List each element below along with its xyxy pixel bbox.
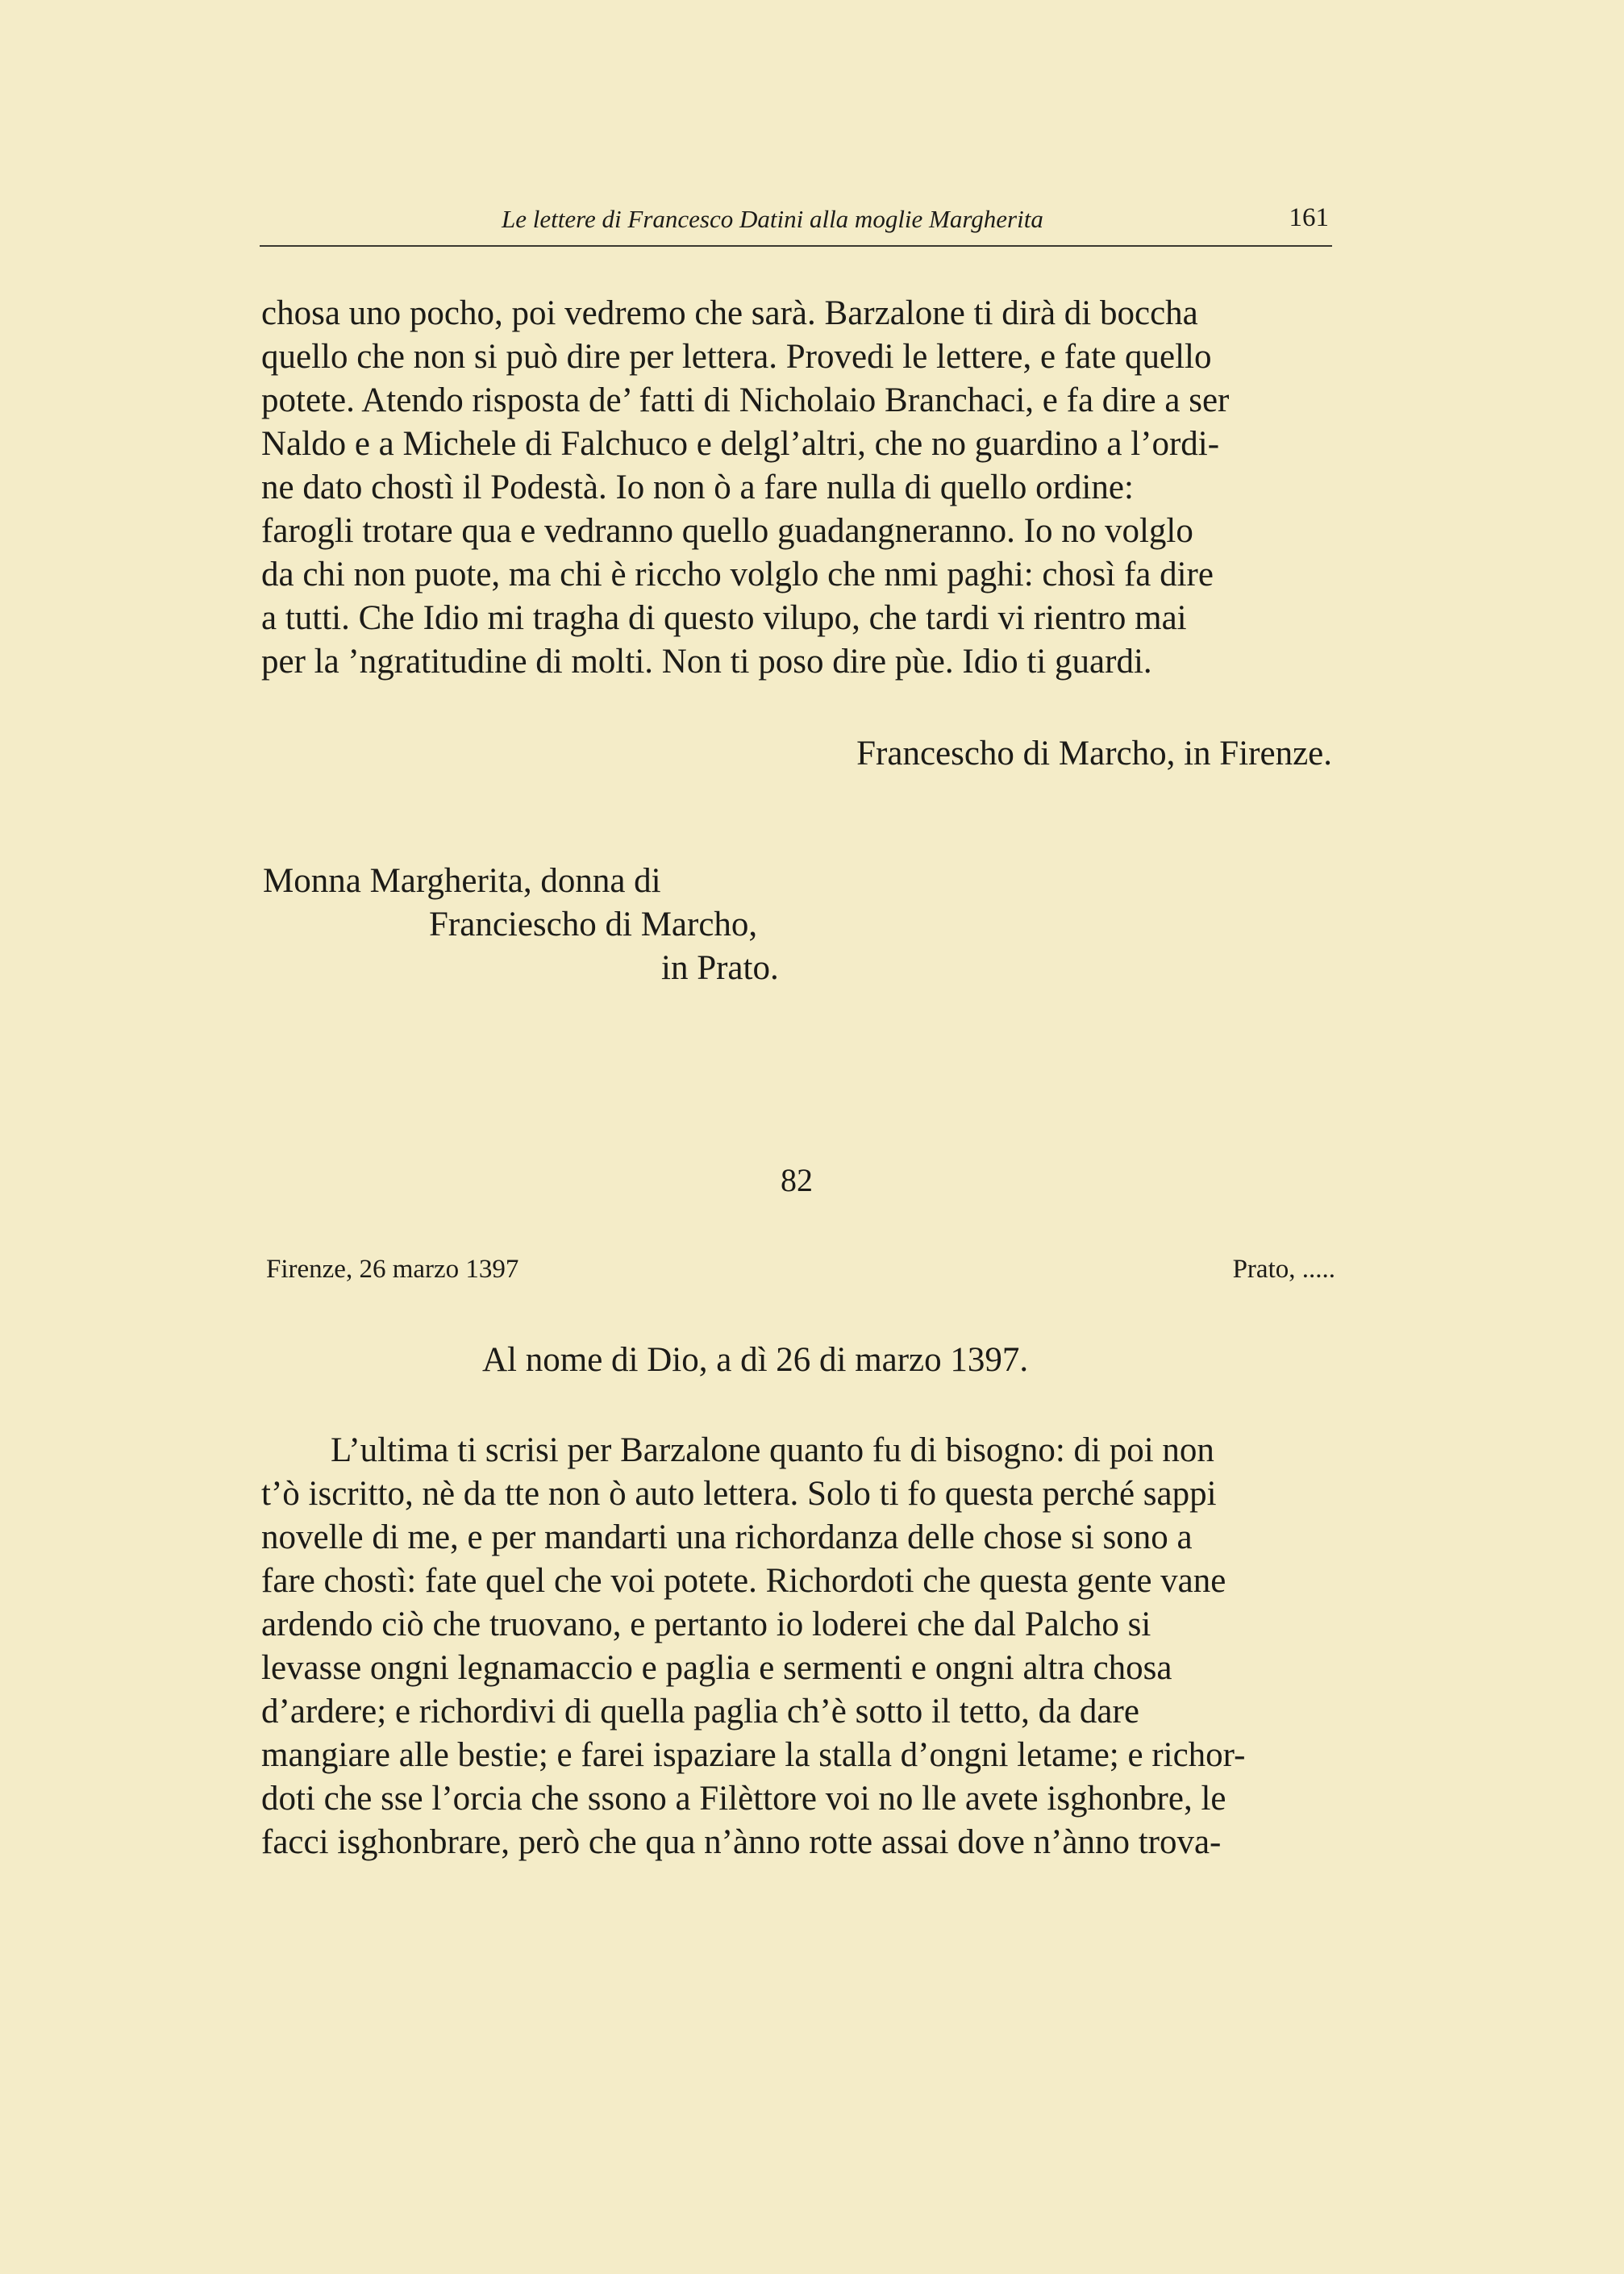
text-line: L’ultima ti scrisi per Barzalone quanto fu di bisogno: di poi non <box>331 1431 1214 1469</box>
address-line-3: in Prato. <box>661 949 779 987</box>
letter-destination: Prato, ..... <box>1232 1255 1335 1284</box>
text-line: Naldo e a Michele di Falchuco e delgl’altri, che no guardino a l’ordi- <box>261 425 1220 463</box>
address-line-1: Monna Margherita, donna di <box>263 862 661 900</box>
text-line: novelle di me, e per mandarti una richordanza delle chose si sono a <box>261 1518 1193 1556</box>
text-line: d’ardere; e richordivi di quella paglia ch’è sotto il tetto, da dare <box>261 1693 1139 1730</box>
text-line: a tutti. Che Idio mi tragha di questo vilupo, che tardi vi rientro mai <box>261 599 1187 637</box>
letter-number: 82 <box>781 1162 813 1198</box>
text-line: quello che non si può dire per lettera. Provedi le lettere, e fate quello <box>261 338 1212 376</box>
text-line: da chi non puote, ma chi è riccho volglo che nmi paghi: chosì fa dire <box>261 556 1214 593</box>
text-line: levasse ongni legnamaccio e paglia e sermenti e ongni altra chosa <box>261 1649 1172 1687</box>
letter-place-date: Firenze, 26 marzo 1397 <box>266 1255 519 1284</box>
text-line: mangiare alle bestie; e farei ispaziare la stalla d’ongni letame; e richor- <box>261 1736 1246 1774</box>
page-number: 161 <box>1289 203 1329 232</box>
text-line: chosa uno pocho, poi vedremo che sarà. Barzalone ti dirà di boccha <box>261 294 1198 332</box>
running-title: Le lettere di Francesco Datini alla moglie Margherita <box>502 205 1043 233</box>
text-line: per la ’ngratitudine di molti. Non ti poso dire pùe. Idio ti guardi. <box>261 643 1152 681</box>
letter-continuation-paragraph <box>261 292 1332 684</box>
text-line: t’ò iscritto, nè da tte non ò auto lettera. Solo ti fo questa perché sappi <box>261 1475 1217 1513</box>
address-line-2: Franciescho di Marcho, <box>429 906 758 943</box>
letter-opening: Al nome di Dio, a dì 26 di marzo 1397. <box>482 1341 1029 1379</box>
letter-signature: Franceschо di Marcho, in Firenze. <box>856 735 1332 773</box>
text-line: fare chostì: fate quel che voi potete. Richordoti che questa gente vane <box>261 1562 1226 1600</box>
text-line: potete. Atendo risposta de’ fatti di Nicholaio Branchaci, e fa dire a ser <box>261 381 1230 419</box>
page-header <box>260 200 1332 247</box>
text-line: ardendo ciò che truovano, e pertanto io loderei che dal Palcho si <box>261 1606 1151 1643</box>
letter-body-paragraph <box>261 1429 1332 1864</box>
text-line: facci isghonbrare, però che qua n’ànno rotte assai dove n’ànno trova- <box>261 1823 1222 1861</box>
text-line: doti che sse l’orcia che ssono a Filèttore voi no lle avete isghonbre, le <box>261 1780 1226 1818</box>
text-line: ne dato chostì il Podestà. Io non ò a fare nulla di quello ordine: <box>261 469 1134 506</box>
text-line: farogli trotare qua e vedranno quello guadangneranno. Io no volglo <box>261 512 1193 550</box>
